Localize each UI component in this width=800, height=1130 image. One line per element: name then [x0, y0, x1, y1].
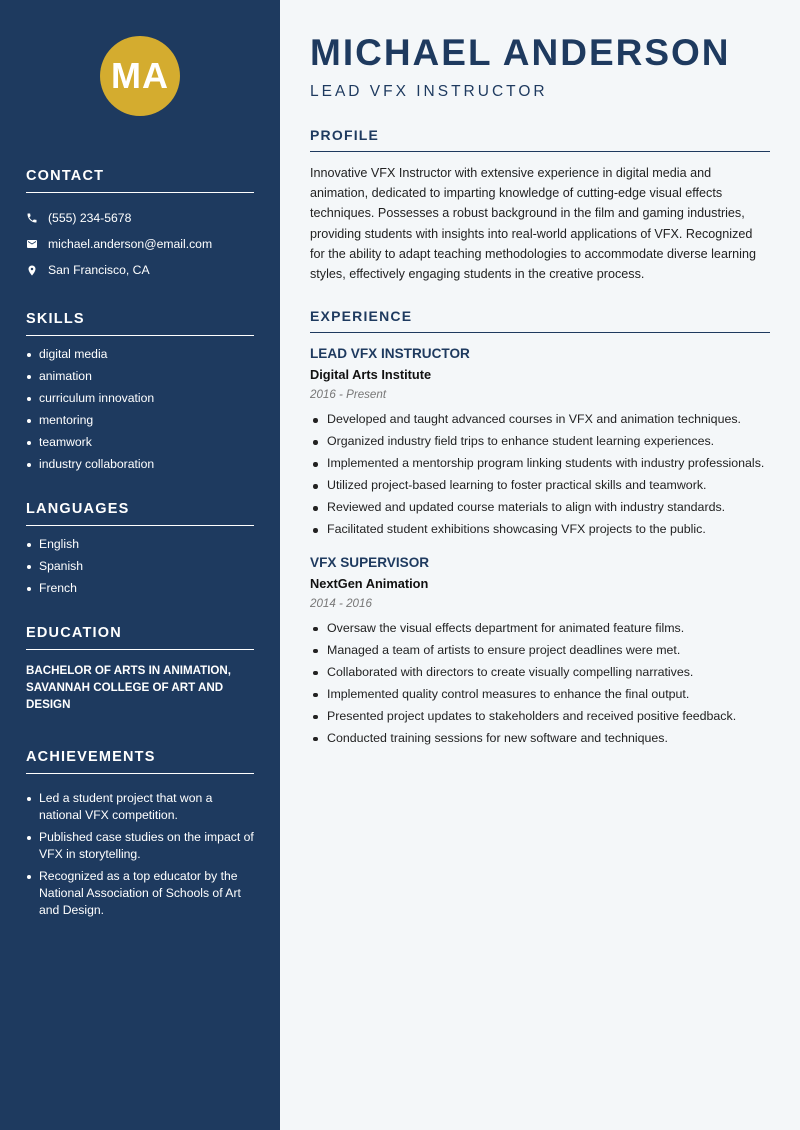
job-bullets — [310, 620, 770, 748]
languages-list — [26, 536, 254, 597]
languages-section — [26, 501, 254, 597]
job-bullet: Facilitated student exhibitions showcasing VFX projects to the public. — [310, 521, 770, 539]
contact-phone — [26, 205, 254, 231]
education-degree: BACHELOR OF ARTS IN ANIMATION, SAVANNAH COLLEGE OF ART AND DESIGN — [26, 664, 232, 711]
job-bullets — [310, 411, 770, 539]
job-bullet: Managed a team of artists to ensure project deadlines were met. — [310, 642, 770, 660]
job-bullet: Reviewed and updated course materials to align with industry standards. — [310, 499, 770, 517]
achievement-item: Recognized as a top educator by the National Association of Schools of Art and Design. — [26, 868, 254, 919]
profile-text: Innovative VFX Instructor with extensive experience in digital media and animation, dedicated to imparting knowledge of cutting-edge visual effects techniques. Possesses a robust background in the film and gaming industries, providing students with insights into real-world applications of VFX. Recognized for the ability to adapt teaching methodologies to accommodate diverse learning styles, effectively engaging students in the creative process. — [310, 166, 756, 282]
job-bullet: Organized industry field trips to enhance student learning experiences. — [310, 433, 770, 451]
skill-item: digital media — [26, 346, 254, 363]
experience-heading: EXPERIENCE — [310, 308, 770, 333]
job-title: LEAD VFX INSTRUCTOR — [310, 346, 470, 362]
job-company: NextGen Animation — [310, 575, 429, 591]
contact-location — [26, 257, 254, 283]
sidebar — [0, 0, 280, 1130]
job-bullet: Implemented quality control measures to enhance the final output. — [310, 686, 770, 704]
skill-item: industry collaboration — [26, 456, 254, 473]
profile-section — [310, 127, 770, 284]
skill-item: animation — [26, 368, 254, 385]
languages-heading: LANGUAGES — [26, 501, 254, 526]
skill-item: mentoring — [26, 412, 254, 429]
achievements-heading: ACHIEVEMENTS — [26, 749, 254, 774]
job-bullet: Developed and taught advanced courses in VFX and animation techniques. — [310, 411, 770, 429]
achievement-item: Published case studies on the impact of VFX in storytelling. — [26, 829, 254, 863]
job-title: VFX SUPERVISOR — [310, 554, 430, 570]
job-bullet: Oversaw the visual effects department for animated feature films. — [310, 620, 770, 638]
contact-email-text: michael.anderson@email.com — [48, 237, 213, 251]
phone-icon — [26, 212, 48, 224]
job-entry — [310, 346, 770, 539]
location-pin-icon — [26, 264, 48, 277]
skill-item: teamwork — [26, 434, 254, 451]
main-content — [280, 0, 800, 1130]
job-company: Digital Arts Institute — [310, 367, 432, 383]
job-bullet: Conducted training sessions for new software and techniques. — [310, 730, 770, 748]
candidate-name: MICHAEL ANDERSON — [310, 32, 731, 73]
contact-list — [26, 205, 254, 283]
contact-location-text: San Francisco, CA — [48, 263, 150, 277]
job-bullet: Utilized project-based learning to foster practical skills and teamwork. — [310, 477, 770, 495]
job-bullet: Collaborated with directors to create visually compelling narratives. — [310, 664, 770, 682]
skills-section — [26, 311, 254, 473]
skills-list — [26, 346, 254, 473]
education-section — [26, 625, 254, 713]
email-icon — [26, 238, 48, 250]
language-item: French — [26, 580, 254, 597]
skills-heading: SKILLS — [26, 311, 254, 336]
contact-phone-text: (555) 234-5678 — [48, 211, 132, 225]
achievement-item: Led a student project that won a national VFX competition. — [26, 790, 254, 824]
candidate-title: LEAD VFX INSTRUCTOR — [310, 83, 548, 100]
education-heading: EDUCATION — [26, 625, 254, 650]
language-item: English — [26, 536, 254, 553]
contact-section — [26, 168, 254, 283]
skill-item: curriculum innovation — [26, 390, 254, 407]
job-bullet: Implemented a mentorship program linking students with industry professionals. — [310, 455, 770, 473]
experience-section — [310, 308, 770, 747]
avatar: MA — [100, 36, 180, 116]
contact-email — [26, 231, 254, 257]
job-bullet: Presented project updates to stakeholders and received positive feedback. — [310, 708, 770, 726]
achievements-section — [26, 749, 254, 919]
job-dates: 2016 - Present — [310, 388, 387, 402]
job-dates: 2014 - 2016 — [310, 596, 372, 610]
language-item: Spanish — [26, 558, 254, 575]
achievements-list — [26, 790, 254, 919]
job-entry — [310, 555, 770, 748]
contact-heading: CONTACT — [26, 168, 254, 193]
profile-heading: PROFILE — [310, 127, 770, 152]
